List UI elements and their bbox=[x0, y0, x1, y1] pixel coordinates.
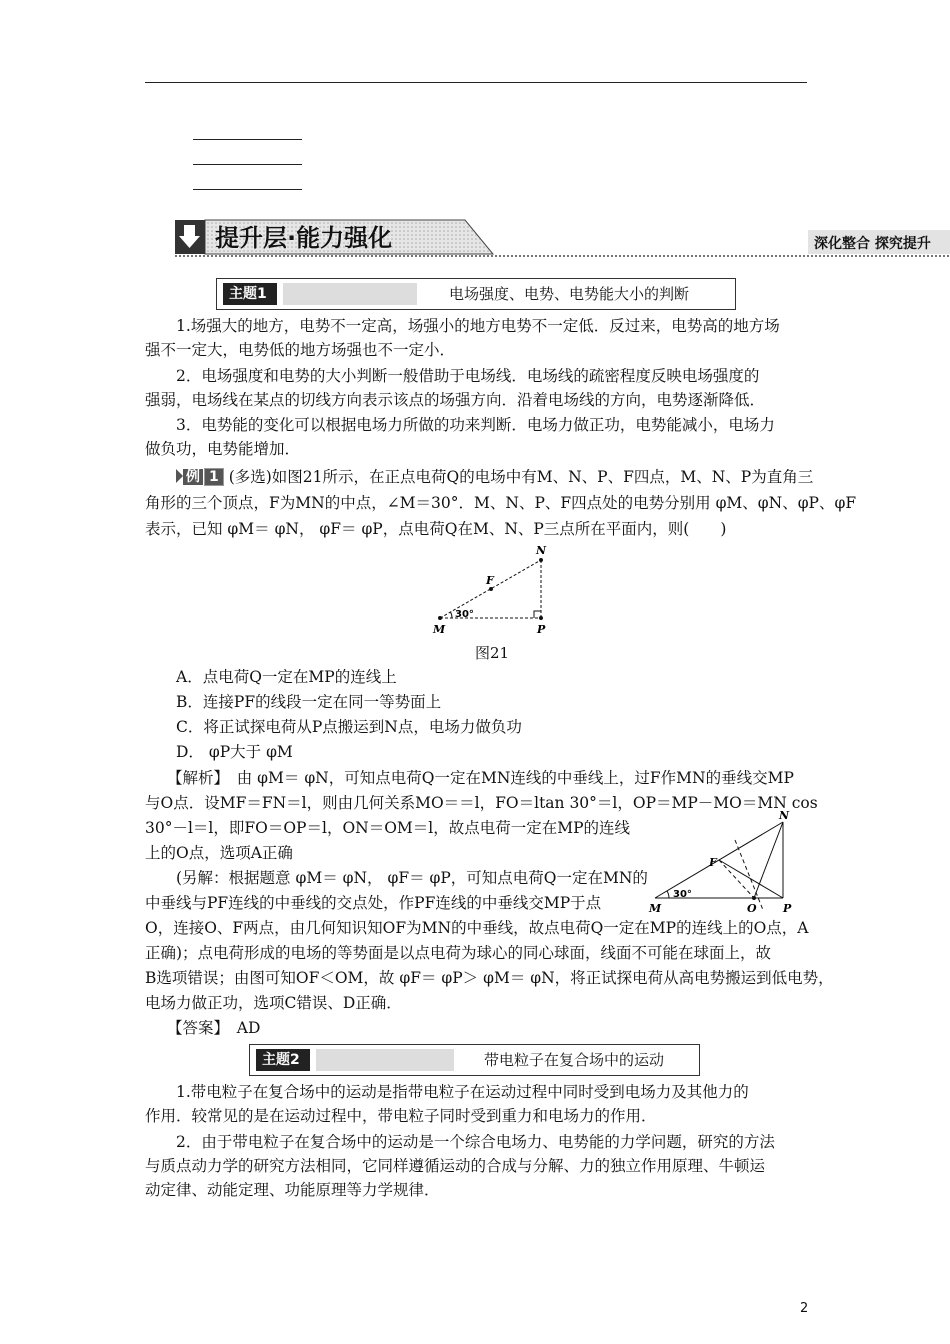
solution-figure bbox=[643, 810, 803, 918]
figure-21-caption: 图21 bbox=[475, 644, 510, 662]
option-b: B．连接PF的线段一定在同一等势面上 bbox=[176, 693, 442, 711]
page-number: 2 bbox=[800, 1301, 809, 1316]
label-angle: 30° bbox=[673, 889, 692, 900]
label-o: O bbox=[747, 902, 757, 915]
label-m: M bbox=[649, 902, 662, 915]
blank-line bbox=[193, 139, 302, 140]
solution-line: B选项错误；由图可知OF＜OM，故 φF＝ φP＞ φM＝ φN，将正试探电荷从高电势搬运到低电势， bbox=[145, 969, 834, 987]
example-1-line bbox=[176, 466, 841, 489]
topic-2-para-2-line: 与质点动力学的研究方法相同，它同样遵循运动的合成与分解、力的独立作用原理、牛顿运 bbox=[145, 1157, 766, 1175]
blank-line bbox=[193, 189, 302, 190]
example-tag-word: 例 bbox=[183, 469, 203, 485]
topic-1-para-1-line: 1.场强大的地方，电势不一定高，场强小的地方电势不一定低．反过来，电势高的地方场 bbox=[176, 317, 780, 335]
answer-line: 【答案】 AD bbox=[167, 1019, 261, 1037]
label-angle: 30° bbox=[455, 609, 474, 620]
topic-2-para-1-line: 作用．较常见的是在运动过程中，带电粒子同时受到重力和电场力的作用． bbox=[145, 1107, 657, 1125]
label-f: F bbox=[486, 574, 494, 587]
topic-1-para-2-line: 2．电场强度和电势的大小判断一般借助于电场线．电场线的疏密程度反映电场强度的 bbox=[176, 367, 760, 385]
label-n: N bbox=[779, 810, 790, 822]
play-arrow-icon bbox=[176, 469, 183, 483]
solution-line: 与O点．设MF＝FN＝l，则由几何关系MO＝＝l，FO＝ltan 30°＝l，OP＝MP－MO＝MN cos bbox=[145, 794, 818, 812]
topic-1-title: 电场强度、电势、电势能大小的判断 bbox=[449, 285, 690, 303]
label-p: P bbox=[537, 623, 546, 636]
example-1-text: (多选)如图21所示，在正点电荷Q的电场中有M、N、P、F四点，M、N、P为直角三 bbox=[228, 468, 814, 486]
banner-title: 提升层·能力强化 bbox=[215, 224, 393, 252]
topic-2-title: 带电粒子在复合场中的运动 bbox=[484, 1051, 665, 1069]
topic-1-tag-bar bbox=[283, 283, 417, 305]
topic-1-para-3-line: 做负功，电势能增加． bbox=[145, 440, 301, 458]
topic-2-para-2-line: 2．由于带电粒子在复合场中的运动是一个综合电场力、电势能的力学问题，研究的方法 bbox=[176, 1133, 775, 1151]
topic-2-para-1-line: 1.带电粒子在复合场中的运动是指带电粒子在运动过程中同时受到电场力及其他力的 bbox=[176, 1083, 749, 1101]
solution-line: 上的O点，选项A正确 bbox=[145, 844, 293, 862]
label-m: M bbox=[433, 623, 446, 636]
topic-1-para-3-line: 3．电势能的变化可以根据电场力所做的功来判断．电场力做正功，电势能减小，电场力 bbox=[176, 416, 775, 434]
section-banner bbox=[175, 214, 950, 260]
solution-line: 【解析】 由 φM＝ φN，可知点电荷Q一定在MN连线的中垂线上，过F作MN的垂线交MP bbox=[167, 769, 794, 787]
option-a: A．点电荷Q一定在MP的连线上 bbox=[176, 668, 397, 686]
topic-2-tag-bar bbox=[316, 1049, 454, 1071]
banner-subtitle: 深化整合 探究提升 bbox=[814, 236, 931, 252]
example-1-line: 表示，已知 φM＝ φN， φF＝ φP，点电荷Q在M、N、P三点所在平面内，则( ) bbox=[145, 520, 727, 538]
blank-line bbox=[193, 164, 302, 165]
example-tag-number: 1 bbox=[204, 468, 224, 486]
solution-line: 30°－l＝l，即FO＝OP＝l，ON＝OM＝l，故点电荷一定在MP的连线 bbox=[145, 819, 631, 837]
example-1-tag bbox=[176, 466, 224, 488]
label-f: F bbox=[709, 856, 717, 869]
option-d: D． φP大于 φM bbox=[176, 743, 293, 761]
solution-line: (另解：根据题意 φM＝ φN， φF＝ φP，可知点电荷Q一定在MN的 bbox=[176, 869, 648, 887]
topic-2-tag: 主题2 bbox=[256, 1049, 310, 1071]
topic-2-header bbox=[249, 1044, 700, 1076]
topic-1-para-2-line: 强弱，电场线在某点的切线方向表示该点的场强方向．沿着电场线的方向，电势逐渐降低． bbox=[145, 391, 766, 409]
topic-1-header bbox=[216, 278, 736, 310]
topic-1-tag: 主题1 bbox=[223, 283, 277, 305]
topic-1-para-1-line: 强不一定大，电势低的地方场强也不一定小． bbox=[145, 341, 456, 359]
solution-line: 中垂线与PF连线的中垂线的交点处，作PF连线的中垂线交MP于点 bbox=[145, 894, 602, 912]
figure-21-triangle bbox=[425, 542, 555, 640]
solution-line: 电场力做正功，选项C错误、D正确． bbox=[145, 994, 402, 1012]
solution-line: 正确)；点电荷形成的电场的等势面是以点电荷为球心的同心球面，线面不可能在球面上，故 bbox=[145, 944, 772, 962]
solution-line: O，连接O、F两点，由几何知识知OF为MN的中垂线，故点电荷Q一定在MP的连线上的O点，A bbox=[145, 919, 809, 937]
option-c: C．将正试探电荷从P点搬运到N点，电场力做负功 bbox=[176, 718, 522, 736]
header-rule bbox=[145, 82, 807, 83]
topic-2-para-2-line: 动定律、动能定理、功能原理等力学规律． bbox=[145, 1181, 440, 1199]
example-1-line: 角形的三个顶点，F为MN的中点，∠M＝30°．M、N、P、F四点处的电势分别用 φM、φN、φP、φF bbox=[145, 494, 857, 512]
label-n: N bbox=[536, 544, 547, 557]
label-p: P bbox=[783, 902, 792, 915]
